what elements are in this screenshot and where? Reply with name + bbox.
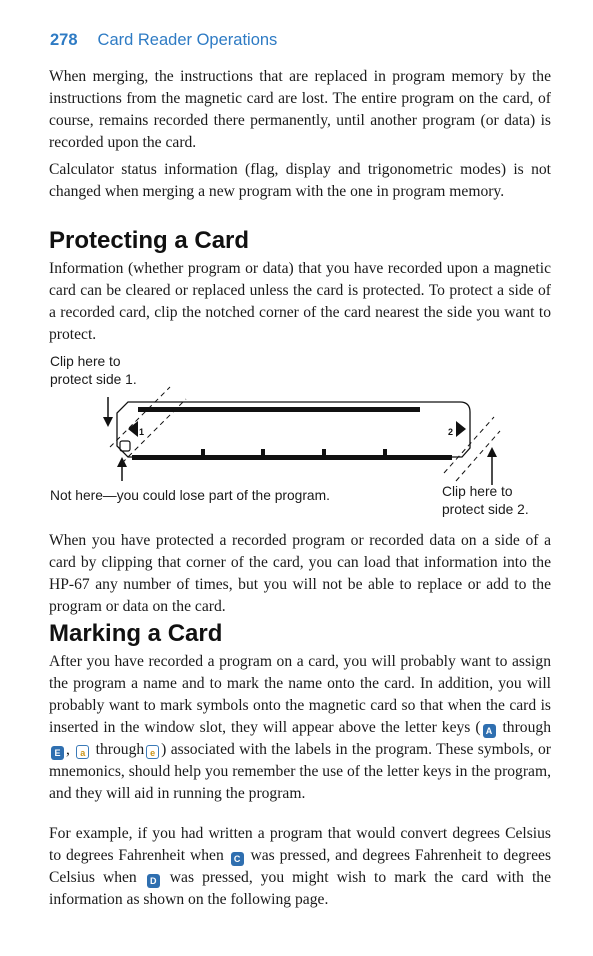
label-clip-side2-line1: Clip here to [442, 484, 513, 499]
label-not-here: Not here—you could lose part of the program. [50, 488, 330, 503]
paragraph-merge-2: Calculator status information (flag, display and trigonometric modes) is not changed when merging a new program with the one in program memory. [49, 161, 551, 200]
paragraph-protect-2: When you have protected a recorded program or recorded data on a side of a card by clipping that corner of the card, you can load that information into the HP-67 any number of times, but you will not be able to replace or add to the program or data on the card. [49, 532, 551, 615]
heading-marking: Marking a Card [49, 620, 223, 647]
label-clip-side1-line1: Clip here to [50, 354, 121, 369]
comma-text: , [66, 741, 70, 758]
side1-mark: 1 [139, 427, 145, 437]
key-e-shift-icon: e [146, 745, 159, 759]
key-a-icon: A [483, 724, 496, 738]
key-d-icon: D [147, 874, 160, 888]
card-diagram [0, 345, 593, 525]
through-text-2: through [91, 741, 145, 758]
label-clip-side1-line2: protect side 1. [50, 372, 137, 387]
paragraph-marking-1 [49, 651, 551, 805]
label-clip-side2-line2: protect side 2. [442, 502, 529, 517]
key-e-icon: E [51, 746, 64, 760]
label-clip-side2 [442, 483, 529, 519]
heading-protecting: Protecting a Card [49, 227, 250, 254]
page-header [50, 31, 277, 50]
marking-text-2: ) associated with the labels in the program. These symbols, or mnemonics, should help you remember the use of the letter keys in the program, and they will aid in running the program. [49, 741, 551, 802]
marking-example-3: was pressed, you might wish to mark the card with the information as shown on the following page. [49, 869, 551, 908]
marking-example-1: For example, if you had written a program that would convert degrees Celsius to degrees Fahrenheit when [49, 825, 551, 864]
side2-mark: 2 [448, 427, 454, 437]
paragraph-marking-2 [49, 823, 551, 911]
through-text-1: through [497, 719, 551, 736]
paragraph-merge-1: When merging, the instructions that are replaced in program memory by the instructions from the magnetic card are lost. The entire program on the card, of course, remains recorded there permanently, until another program (or data) is recorded upon the card. [49, 68, 551, 151]
paragraph-protect-1: Information (whether program or data) that you have recorded upon a magnetic card can be cleared or replaced unless the card is protected. To protect a side of a recorded card, clip the notched corner of the card nearest the side you want to protect. [49, 260, 551, 343]
marking-text-1: After you have recorded a program on a card, you will probably want to assign the program a name and to mark the name onto the card. In addition, you will probably want to mark symbols onto the magnetic card so that when the card is inserted in the window slot, they will appear above the letter keys ( [49, 653, 551, 736]
key-a-shift-icon: a [76, 745, 89, 759]
page-number: 278 [50, 31, 78, 49]
marking-example-2: was pressed, and degrees Fahrenheit to degrees Celsius when [49, 847, 552, 886]
section-title: Card Reader Operations [97, 31, 278, 49]
key-c-icon: C [231, 852, 244, 866]
